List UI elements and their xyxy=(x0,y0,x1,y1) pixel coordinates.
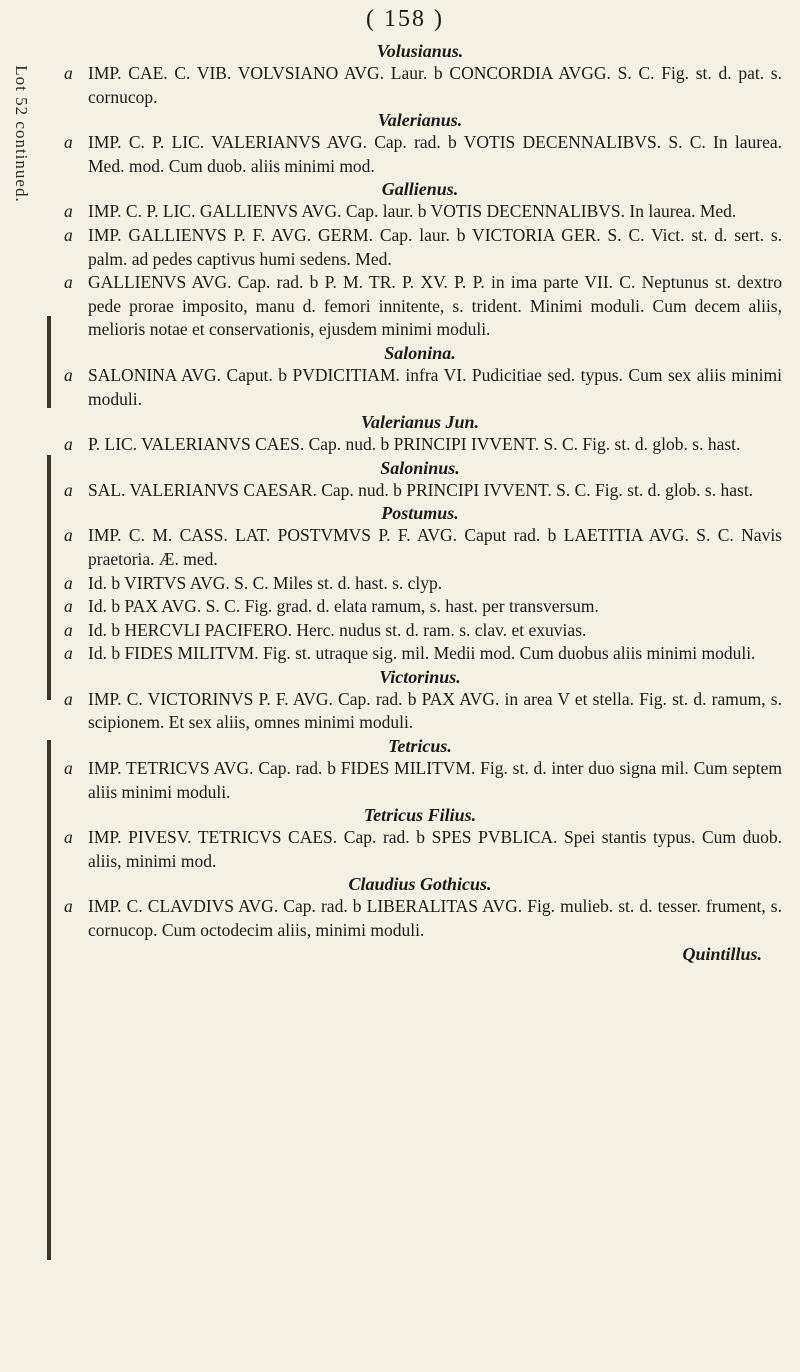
entry-text: IMP. C. M. CASS. LAT. POSTVMVS P. F. AVG. Caput rad. b LAETITIA AVG. S. C. Navis praetoria. Æ. med. xyxy=(88,525,782,569)
section-gallienus xyxy=(58,178,782,342)
entry-marker: a xyxy=(64,364,73,385)
section-tetricus xyxy=(58,735,782,804)
margin-rule-middle xyxy=(47,455,51,700)
entry-text: Id. b PAX AVG. S. C. Fig. grad. d. elata ramum, s. hast. per transversum. xyxy=(88,596,599,617)
section-heading: Saloninus. xyxy=(380,457,460,478)
entry-text: Id. b FIDES MILITVM. Fig. st. utraque sig. mil. Medii mod. Cum duobus aliis minimi moduli. xyxy=(88,643,756,664)
coin-entry xyxy=(58,895,782,942)
section-salonina xyxy=(58,342,782,411)
entry-marker: a xyxy=(64,201,73,222)
section-quintillus xyxy=(58,943,782,965)
section-heading: Valerianus Jun. xyxy=(360,412,480,433)
section-heading: Tetricus Filius. xyxy=(363,805,477,826)
coin-entry xyxy=(58,826,782,873)
entry-text: Id. b HERCVLI PACIFERO. Herc. nudus st. d. ram. s. clav. et exuvias. xyxy=(88,619,587,640)
coin-entry xyxy=(58,200,782,224)
entry-text: IMP. C. VICTORINVS P. F. AVG. Cap. rad. b PAX AVG. in area V et stella. Fig. st. d. ramum, s. scipionem. Et sex aliis, omnes minimi moduli. xyxy=(88,688,782,733)
section-saloninus xyxy=(58,457,782,503)
margin-note-text: Lot 52 continued. xyxy=(12,65,31,203)
entry-text: IMP. CAE. C. VIB. VOLVSIANO AVG. Laur. b CONCORDIA AVGG. S. C. Fig. st. d. pat. s. cornucop. xyxy=(88,63,782,107)
entry-marker: a xyxy=(64,643,73,664)
entry-marker: a xyxy=(64,63,73,83)
margin-note xyxy=(2,52,42,232)
section-claudius-gothicus xyxy=(58,873,782,942)
entry-text: P. LIC. VALERIANVS CAES. Cap. nud. b PRINCIPI IVVENT. S. C. Fig. st. d. glob. s. hast. xyxy=(88,434,741,455)
entry-marker: a xyxy=(64,758,73,779)
section-volusianus xyxy=(58,40,782,109)
coin-entry xyxy=(58,595,782,619)
page-number: ( 158 ) xyxy=(366,6,444,32)
coin-entry xyxy=(58,479,782,503)
section-heading: Salonina. xyxy=(384,342,456,363)
section-heading: Volusianus. xyxy=(376,41,464,61)
coin-entry xyxy=(58,364,782,411)
entry-marker: a xyxy=(64,896,73,917)
section-postumus xyxy=(58,502,782,666)
section-heading: Victorinus. xyxy=(379,666,461,687)
section-heading: Valerianus. xyxy=(377,110,463,131)
catalogue-text xyxy=(58,40,782,965)
entry-marker: a xyxy=(64,132,73,153)
entry-text: SALONINA AVG. Caput. b PVDICITIAM. infra VI. Pudicitiae sed. typus. Cum sex aliis minimi moduli. xyxy=(88,364,782,409)
entry-marker: a xyxy=(64,272,73,293)
entry-text: SAL. VALERIANVS CAESAR. Cap. nud. b PRINCIPI IVVENT. S. C. Fig. st. d. glob. s. hast. xyxy=(88,479,754,500)
coin-entry xyxy=(58,62,782,109)
coin-entry xyxy=(58,642,782,666)
entry-marker: a xyxy=(64,619,73,640)
entry-text: IMP. C. P. LIC. VALERIANVS AVG. Cap. rad. b VOTIS DECENNALIBVS. S. C. In laurea. Med. mod. Cum duob. aliis minimi mod. xyxy=(88,132,782,176)
section-tetricus-filius xyxy=(58,804,782,873)
entry-marker: a xyxy=(64,572,73,593)
coin-entry xyxy=(58,572,782,596)
entry-text: Id. b VIRTVS AVG. S. C. Miles st. d. hast. s. clyp. xyxy=(88,572,443,593)
entry-marker: a xyxy=(64,827,73,848)
section-heading: Postumus. xyxy=(381,503,459,524)
entry-text: IMP. C. P. LIC. GALLIENVS AVG. Cap. laur. b VOTIS DECENNALIBVS. In laurea. Med. xyxy=(88,201,737,222)
coin-entry xyxy=(58,757,782,804)
coin-entry xyxy=(58,433,782,457)
entry-marker: a xyxy=(64,525,73,546)
section-heading: Tetricus. xyxy=(388,736,452,757)
margin-rule-upper xyxy=(47,316,51,408)
entry-marker: a xyxy=(64,479,73,500)
margin-rule-lower xyxy=(47,740,51,1260)
coin-entry xyxy=(58,524,782,571)
coin-entry xyxy=(58,224,782,271)
section-valerianus xyxy=(58,109,782,178)
coin-entry xyxy=(58,271,782,342)
entry-text: IMP. C. CLAVDIVS AVG. Cap. rad. b LIBERALITAS AVG. Fig. mulieb. st. d. tesser. frument, s. cornucop. Cum octodecim aliis, minimi moduli. xyxy=(88,896,782,941)
entry-text: IMP. GALLIENVS P. F. AVG. GERM. Cap. laur. b VICTORIA GER. S. C. Vict. st. d. sert. s. palm. ad pedes captivus humi sedens. Med. xyxy=(88,224,782,269)
entry-marker: a xyxy=(64,596,73,617)
section-valerianus-jun xyxy=(58,411,782,457)
coin-entry xyxy=(58,619,782,643)
section-heading: Claudius Gothicus. xyxy=(348,874,492,895)
entry-text: IMP. TETRICVS AVG. Cap. rad. b FIDES MILITVM. Fig. st. d. inter duo signa mil. Cum septem aliis minimi moduli. xyxy=(88,758,782,802)
coin-entry xyxy=(58,688,782,735)
entry-text: IMP. PIVESV. TETRICVS CAES. Cap. rad. b SPES PVBLICA. Spei stantis typus. Cum duob. aliis, minimi mod. xyxy=(88,827,782,871)
entry-marker: a xyxy=(64,434,73,455)
entry-marker: a xyxy=(64,688,73,709)
entry-marker: a xyxy=(64,224,73,245)
section-heading: Quintillus. xyxy=(682,943,762,964)
section-heading: Gallienus. xyxy=(381,179,459,200)
coin-entry xyxy=(58,131,782,178)
section-victorinus xyxy=(58,666,782,735)
entry-text: GALLIENVS AVG. Cap. rad. b P. M. TR. P. XV. P. P. in ima parte VII. C. Neptunus st. dextro pede prorae imposito, manu d. femori innitente, s. trident. Minimi moduli. Cum decem aliis, melioris notae et conservationis, ejusdem minimi moduli. xyxy=(88,272,782,340)
